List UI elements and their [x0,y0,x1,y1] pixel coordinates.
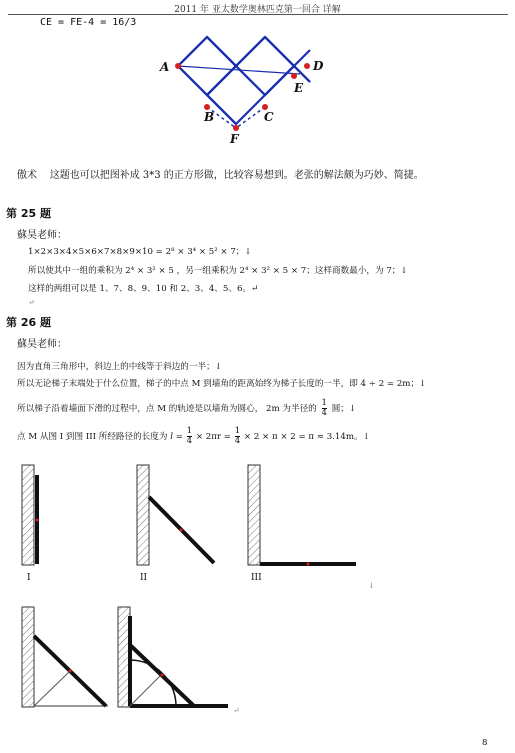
page-header: 2011 年 亚太数学奥林匹克第一回合 详解 [174,5,341,15]
point-label-b: B [204,110,215,124]
top-formula: CE = FE-4 = 16/3 [40,17,137,28]
point-label-a: A [160,60,170,74]
q25-line1: 1×2×3×4×5×6×7×8×9×10 = 2⁸ × 3⁴ × 5² × 7；↓ [28,247,252,257]
quarter-fraction-num: 1 [234,426,241,436]
q25-teacher: 蘇昊老师： [17,230,67,241]
figure-label-iii: III [251,573,262,583]
quarter-fraction-num: 1 [321,398,327,408]
q25-line2: 所以使其中一组的乘积为 2⁴ × 3² × 5 ，另一组乘积为 2⁴ × 3² × 5 × 7；这样商数最小，为 7；↓ [28,266,408,276]
quarter-fraction-den: 4 [234,436,241,446]
quarter-fraction [235,427,240,446]
point-label-c: C [264,110,274,124]
q26-line4-a: 点 M 从图 I 到图 III 所经路径的长度为 [17,432,168,442]
figure-i [22,465,39,583]
header-rule [8,14,508,15]
figure-label-i: I [27,573,31,583]
figure-ii [137,465,214,583]
q26-line4-formula: l = [170,432,186,442]
figure-v [118,607,228,707]
point-label-f: F [230,132,239,146]
mark-after-figs: ↓ [368,581,375,590]
q26-line1: 因为直角三角形中，斜边上的中线等于斜边的一半；↓ [17,362,222,372]
q26-line3-a: 所以梯子沿着墙面下滑的过程中，点 M 的轨迹是以墙角为圆心， [17,404,264,414]
figure-iii [248,465,356,583]
q26-line3 [17,399,356,418]
ladder-figures-row2 [0,600,515,720]
note-text: 这题也可以把图补成 3*3 的正方形做，比较容易想到。老张的解法颇为巧妙、简捷。 [49,170,424,181]
mark-after-bottom: ↵ [233,706,240,715]
figure-iv [22,607,108,707]
q25-line4: ↵ [28,298,35,307]
q26-line4-b: × 2πr = [195,432,234,442]
quarter-fraction [322,399,327,418]
page-number: 8 [482,738,488,748]
q26-title: 第 26 题 [6,316,51,329]
figure-label-ii: II [140,573,148,583]
q26-line4 [17,427,370,446]
note-paragraph [17,166,424,181]
note-name: 傲术 [17,170,37,181]
q26-line3-b: 2m 为半径的 [266,404,317,414]
quarter-fraction [187,427,192,446]
lattice-figure [150,30,350,160]
q26-line3-c: 圆；↓ [331,404,357,414]
quarter-fraction-num: 1 [186,426,193,436]
point-label-d: D [313,59,324,73]
q26-line2: 所以无论梯子末端处于什么位置，梯子的中点 M 到墙角的距离始终为梯子长度的一半，即 4 ÷ 2 = 2m；↓ [17,379,427,389]
quarter-fraction-den: 4 [186,436,193,446]
quarter-fraction-den: 4 [321,408,327,418]
point-label-e: E [294,81,304,95]
q26-line4-c: × 2 × π × 2 = π ≈ 3.14m。↓ [243,432,370,442]
ladder-figures-row1 [0,455,515,590]
q26-teacher: 蘇昊老师： [17,339,67,350]
q25-line3: 这样的两组可以是 1、7、8、9、10 和 2、3、4、5、6。↵ [28,284,259,294]
q25-title: 第 25 题 [6,207,51,220]
